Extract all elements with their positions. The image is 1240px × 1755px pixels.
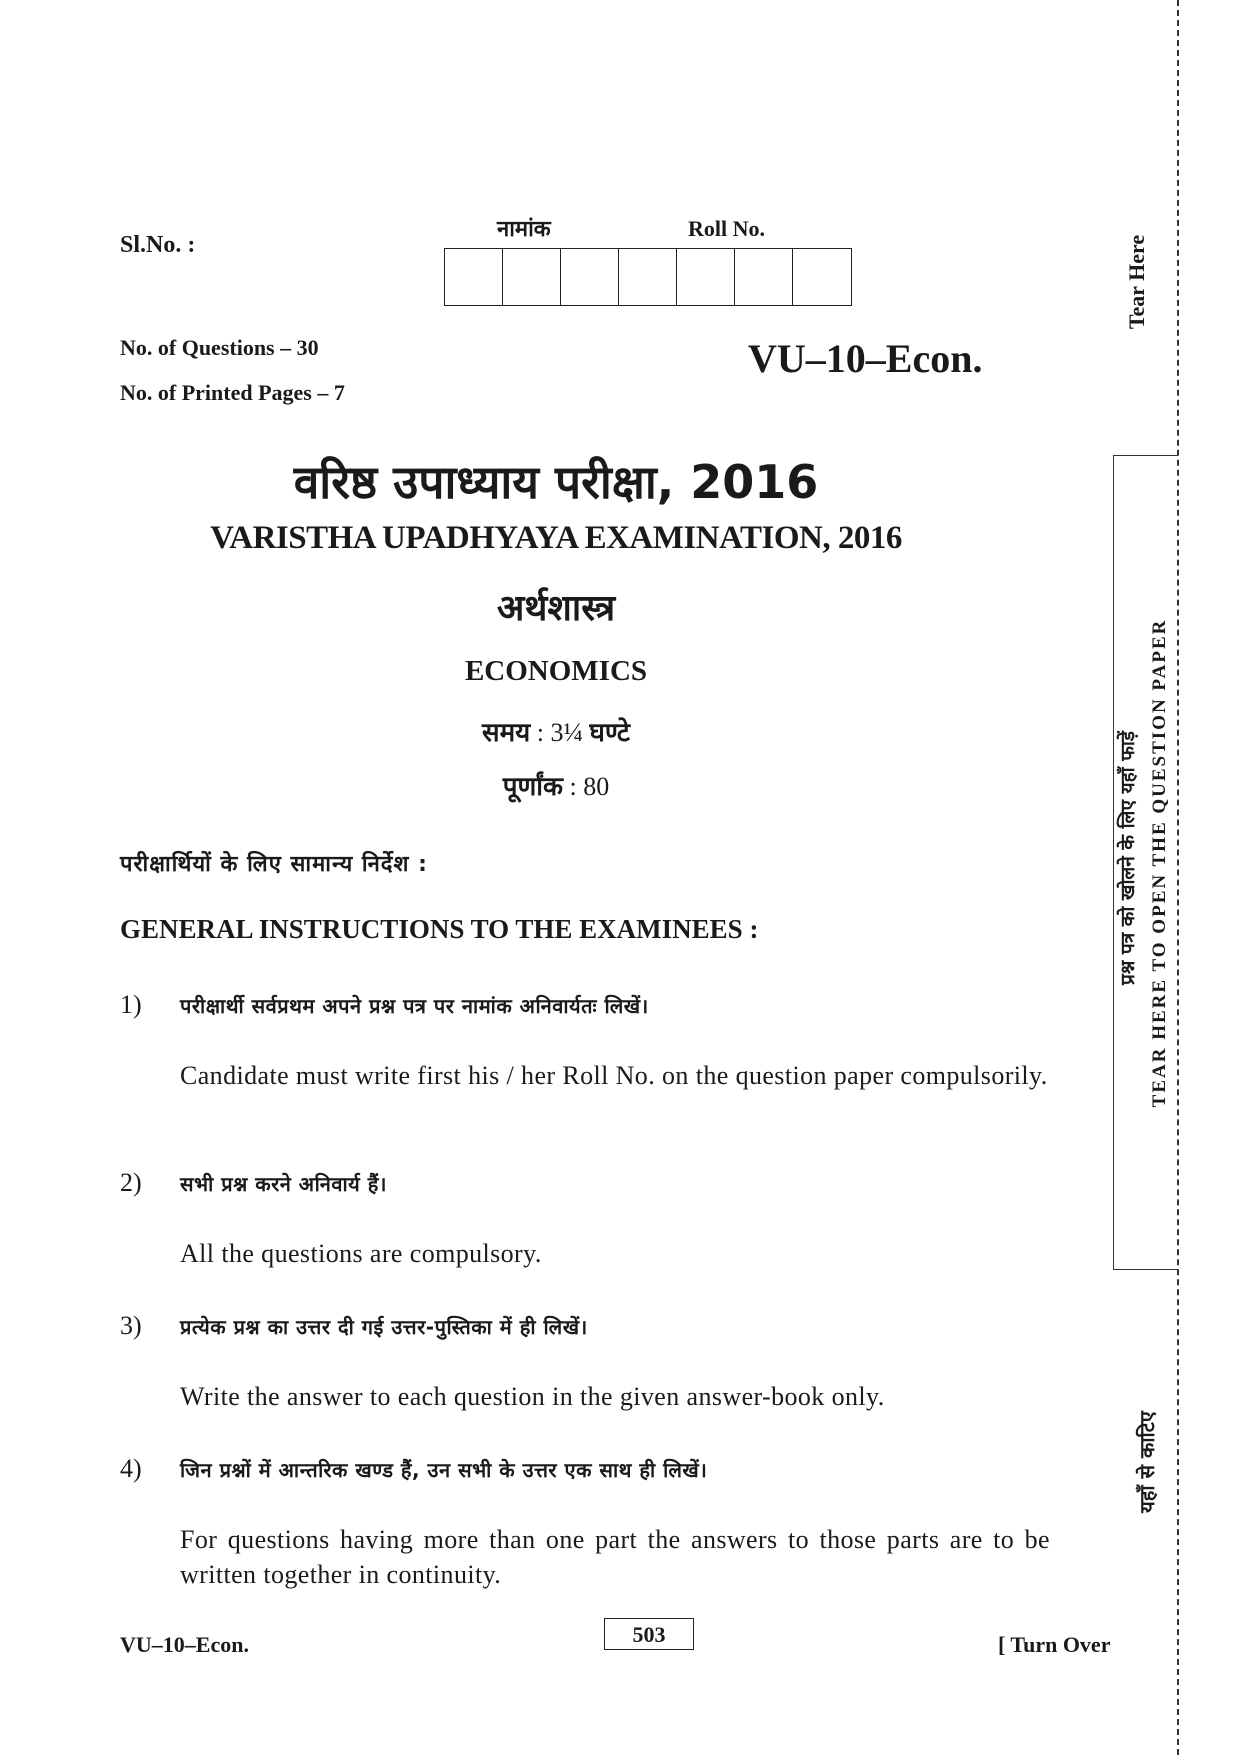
roll-digit-box[interactable] <box>445 249 503 305</box>
roll-digit-box[interactable] <box>793 249 851 305</box>
hindi-instructions-heading: परीक्षार्थियों के लिए सामान्य निर्देश : <box>120 852 428 877</box>
num-printed-pages: No. of Printed Pages – 7 <box>120 380 345 405</box>
marks-value: : 80 <box>569 772 610 801</box>
namank-label: नामांक <box>497 216 551 241</box>
cut-here-hindi-label: यहाँ से काटिए <box>1135 1411 1159 1513</box>
english-subject: ECONOMICS <box>464 655 648 687</box>
roll-digit-box[interactable] <box>619 249 677 305</box>
instruction-number: 4) <box>120 1454 142 1483</box>
instruction-english: For questions having more than one part the answers to those parts are to be written together in continuity. <box>180 1525 1050 1589</box>
paper-code: VU–10–Econ. <box>748 336 983 381</box>
marks-label: पूर्णांक <box>502 772 564 802</box>
time-allowed <box>0 713 1112 749</box>
num-questions: No. of Questions – 30 <box>120 335 319 360</box>
tear-english-label: TEAR HERE TO OPEN THE QUESTION PAPER <box>1149 618 1170 1108</box>
hindi-subject: अर्थशास्त्र <box>496 588 616 629</box>
roll-digit-box[interactable] <box>677 249 735 305</box>
english-instructions-heading: GENERAL INSTRUCTIONS TO THE EXAMINEES : <box>120 914 759 944</box>
roll-digit-box[interactable] <box>561 249 619 305</box>
sl-no-label: Sl.No. : <box>120 232 196 258</box>
instruction-number: 1) <box>120 990 142 1019</box>
max-marks <box>0 767 1112 803</box>
roll-no-label: Roll No. <box>688 216 765 241</box>
time-unit: घण्टे <box>589 718 630 748</box>
tear-hindi-label: प्रश्न पत्र को खोलने के लिए यहाँ फाड़ें <box>1117 731 1139 985</box>
hindi-exam-title: वरिष्ठ उपाध्याय परीक्षा, 2016 <box>293 455 819 509</box>
roll-digit-box[interactable] <box>503 249 561 305</box>
instruction-hindi: परीक्षार्थी सर्वप्रथम अपने प्रश्न पत्र पर नामांक अनिवार्यतः लिखें। <box>180 994 649 1018</box>
instruction-hindi: सभी प्रश्न करने अनिवार्य हैं। <box>180 1172 387 1196</box>
tear-here-label: Tear Here <box>1124 234 1149 330</box>
roll-no-boxes <box>444 248 852 306</box>
instruction-english: Candidate must write first his / her Roll No. on the question paper compulsorily. <box>180 1061 1048 1090</box>
footer-paper-code: VU–10–Econ. <box>120 1632 249 1657</box>
english-exam-title: VARISTHA UPADHYAYA EXAMINATION, 2016 <box>210 520 902 556</box>
turn-over-label: [ Turn Over <box>998 1632 1111 1657</box>
instruction-hindi: प्रत्येक प्रश्न का उत्तर दी गई उत्तर-पुस्तिका में ही लिखें। <box>180 1315 588 1339</box>
time-label: समय <box>482 718 531 748</box>
page-code-box: 503 <box>604 1618 694 1650</box>
instruction-number: 2) <box>120 1168 142 1197</box>
instruction-number: 3) <box>120 1311 142 1340</box>
instruction-english: All the questions are compulsory. <box>180 1239 542 1268</box>
time-value: : 3¼ <box>536 718 583 747</box>
instruction-english: Write the answer to each question in the given answer-book only. <box>180 1382 885 1411</box>
instruction-hindi: जिन प्रश्नों में आन्तरिक खण्ड हैं, उन सभी के उत्तर एक साथ ही लिखें। <box>180 1458 708 1482</box>
roll-digit-box[interactable] <box>735 249 793 305</box>
